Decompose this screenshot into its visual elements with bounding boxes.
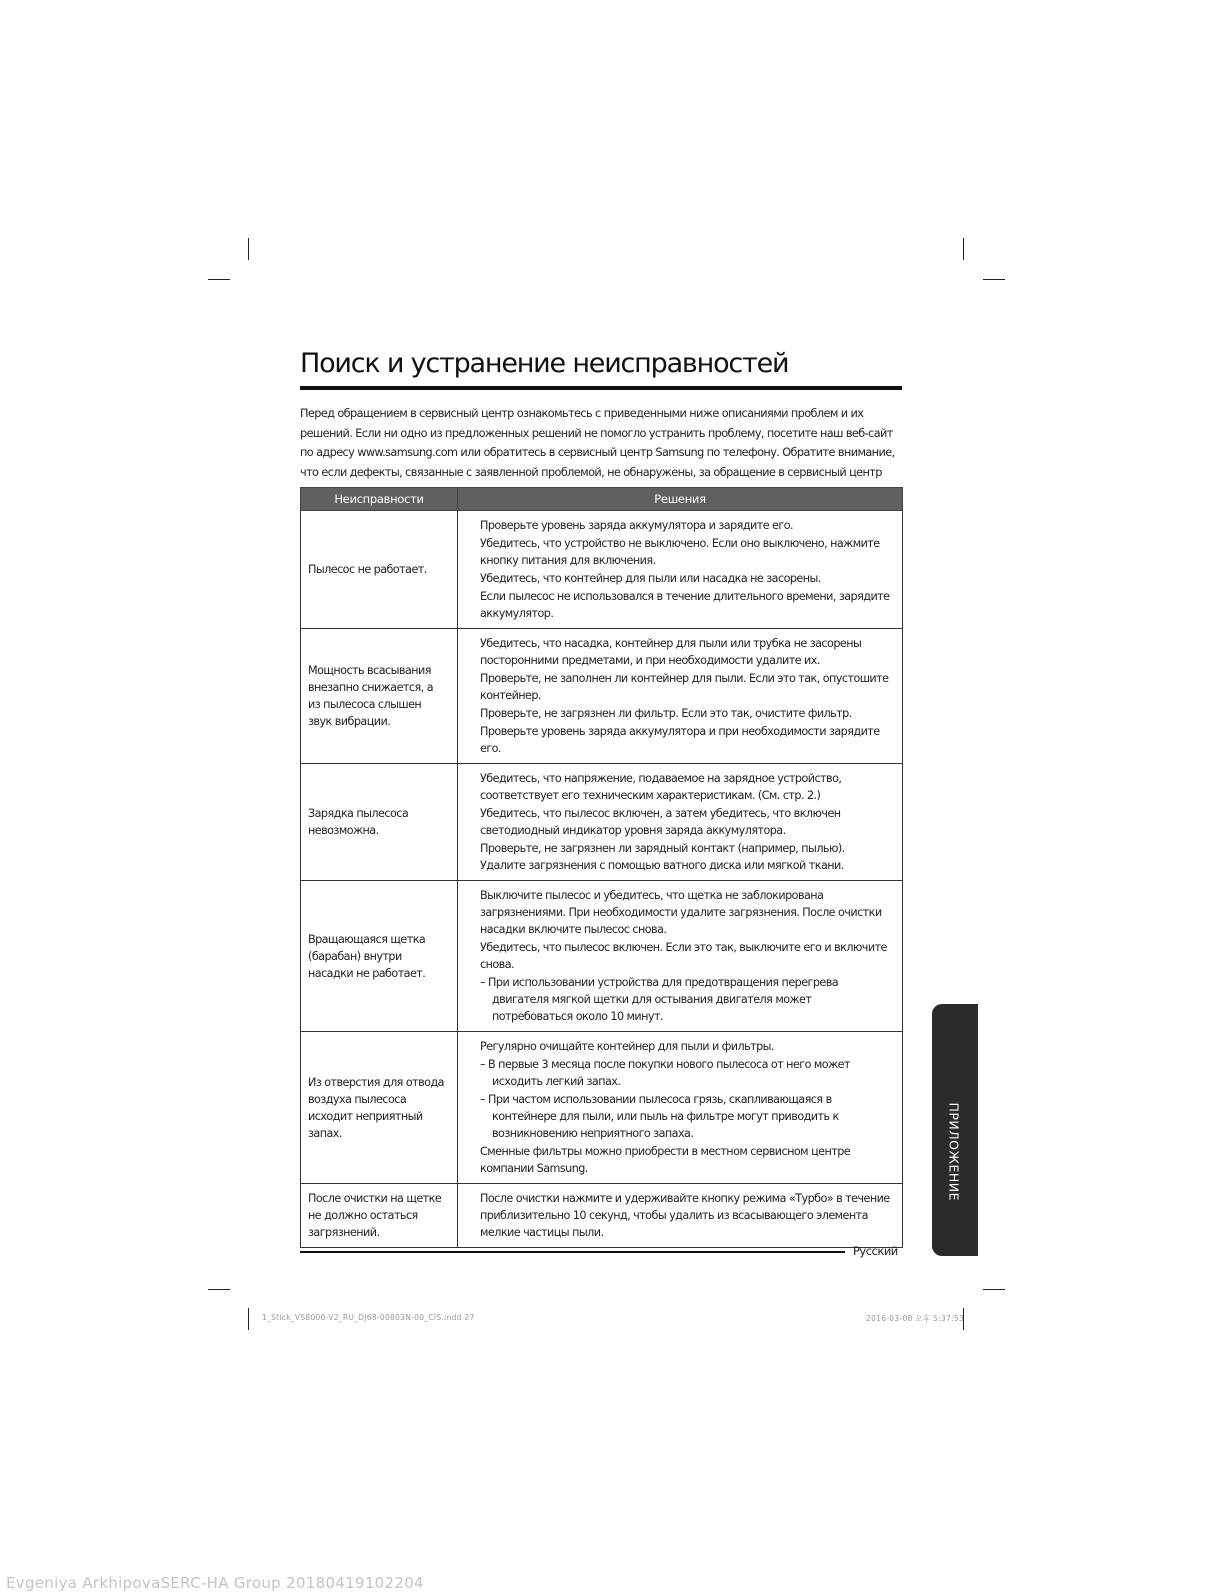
solution-item: Убедитесь, что контейнер для пыли или насадка не засорены. [480, 572, 821, 585]
problem-cell: Пылесос не работает. [301, 511, 458, 629]
table-row [301, 1032, 903, 1184]
solution-cell [458, 1032, 903, 1184]
problem-cell: Мощность всасывания внезапно снижается, а из пылесоса слышен звук вибрации. [301, 629, 458, 764]
solution-item: Убедитесь, что пылесос включен, а затем убедитесь, что включен светодиодный индикатор уровня заряда аккумулятора. [480, 807, 841, 837]
troubleshooting-table [300, 487, 903, 1248]
problem-cell: После очистки на щетке не должно остаться загрязнений. [301, 1184, 458, 1248]
intro-paragraph: Перед обращением в сервисный центр ознакомьтесь с приведенными ниже описаниями проблем и их решений. Если ни одно из предложенных решений не помогло устранить проблему, посетите наш веб-сайт по адресу www.samsung.com или обратитесь в сервисный центр Samsung по телефону. Обратите внимание, что если дефекты, связанные с заявленной проблемой, не обнаружены, за обращение в сервисный центр [300, 407, 895, 479]
header-problems: Неисправности [301, 488, 458, 511]
watermark: Evgeniya ArkhipovaSERC-HA Group 20180419102204 [6, 1574, 424, 1592]
solution-cell [458, 511, 903, 629]
solution-item: Проверьте, не загрязнен ли фильтр. Если это так, очистите фильтр. [480, 707, 852, 720]
table-row [301, 511, 903, 629]
solution-item: Убедитесь, что напряжение, подаваемое на зарядное устройство, соответствует его техническим характеристикам. (См. стр. 2.) [480, 772, 842, 802]
solution-note: – При использовании устройства для предотвращения перегрева двигателя мягкой щетки для остывания двигателя может потребоваться около 10 минут. [480, 976, 839, 1023]
table-row [301, 629, 903, 764]
crop-mark [963, 238, 964, 260]
table-header-row [301, 488, 903, 511]
table-row [301, 764, 903, 881]
solution-item: Убедитесь, что насадка, контейнер для пыли или трубка не засорены посторонними предметами, и при необходимости удалите их. [480, 637, 862, 667]
solution-note: – При частом использовании пылесоса грязь, скапливающаяся в контейнере для пыли, или пыль на фильтре могут приводить к возникновению неприятного запаха. [480, 1093, 839, 1140]
table-row [301, 1184, 903, 1248]
footer-rule [300, 1251, 845, 1253]
section-tab-label: ПРИЛОЖЕНИЕ [946, 1102, 962, 1202]
solution-item: Убедитесь, что устройство не выключено. Если оно выключено, нажмите кнопку питания для включения. [480, 537, 880, 567]
crop-mark [248, 1308, 249, 1330]
crop-mark [983, 1289, 1005, 1290]
crop-mark [983, 279, 1005, 280]
solution-item: Сменные фильтры можно приобрести в местном сервисном центре компании Samsung. [480, 1145, 851, 1175]
header-solutions: Решения [458, 488, 903, 511]
solution-cell [458, 629, 903, 764]
page-title: Поиск и устранение неисправностей [300, 348, 789, 379]
crop-mark [248, 238, 249, 260]
solution-cell [458, 881, 903, 1032]
solution-item: Проверьте уровень заряда аккумулятора и зарядите его. [480, 519, 794, 532]
solution-item: После очистки нажмите и удерживайте кнопку режима «Турбо» в течение приблизительно 10 секунд, чтобы удалить из всасывающего элемента мелкие частицы пыли. [480, 1192, 890, 1239]
problem-cell: Зарядка пылесоса невозможна. [301, 764, 458, 881]
crop-mark [208, 279, 230, 280]
solution-item: Проверьте, не загрязнен ли зарядный контакт (например, пылью). Удалите загрязнения с помощью ватного диска или мягкой ткани. [480, 842, 845, 872]
title-underline [300, 386, 902, 390]
solution-item: Убедитесь, что пылесос включен. Если это так, выключите его и включите снова. [480, 941, 887, 971]
solution-item: Регулярно очищайте контейнер для пыли и фильтры. [480, 1040, 774, 1053]
crop-mark [208, 1289, 230, 1290]
solution-item: Проверьте уровень заряда аккумулятора и при необходимости зарядите его. [480, 725, 880, 755]
footer-language: Русский [853, 1244, 898, 1258]
problem-cell: Из отверстия для отвода воздуха пылесоса исходит неприятный запах. [301, 1032, 458, 1184]
solution-item: Проверьте, не заполнен ли контейнер для пыли. Если это так, опустошите контейнер. [480, 672, 889, 702]
solution-item: Выключите пылесос и убедитесь, что щетка не заблокирована загрязнениями. При необходимости удалите загрязнения. После очистки насадки включите пылесос снова. [480, 889, 882, 936]
solution-cell [458, 764, 903, 881]
print-slug-file: 1_Stick_VS8000-V2_RU_DJ68-00803N-00_CIS.indd 27 [262, 1313, 475, 1322]
solution-item: Если пылесос не использовался в течение длительного времени, зарядите аккумулятор. [480, 590, 890, 620]
solution-note: – В первые 3 месяца после покупки нового пылесоса от него может исходить легкий запах. [480, 1058, 850, 1088]
table-row [301, 881, 903, 1032]
solution-cell [458, 1184, 903, 1248]
problem-cell: Вращающаяся щетка (барабан) внутри насадки не работает. [301, 881, 458, 1032]
print-slug-date: 2016-03-08 오후 5:37:53 [866, 1314, 965, 1323]
